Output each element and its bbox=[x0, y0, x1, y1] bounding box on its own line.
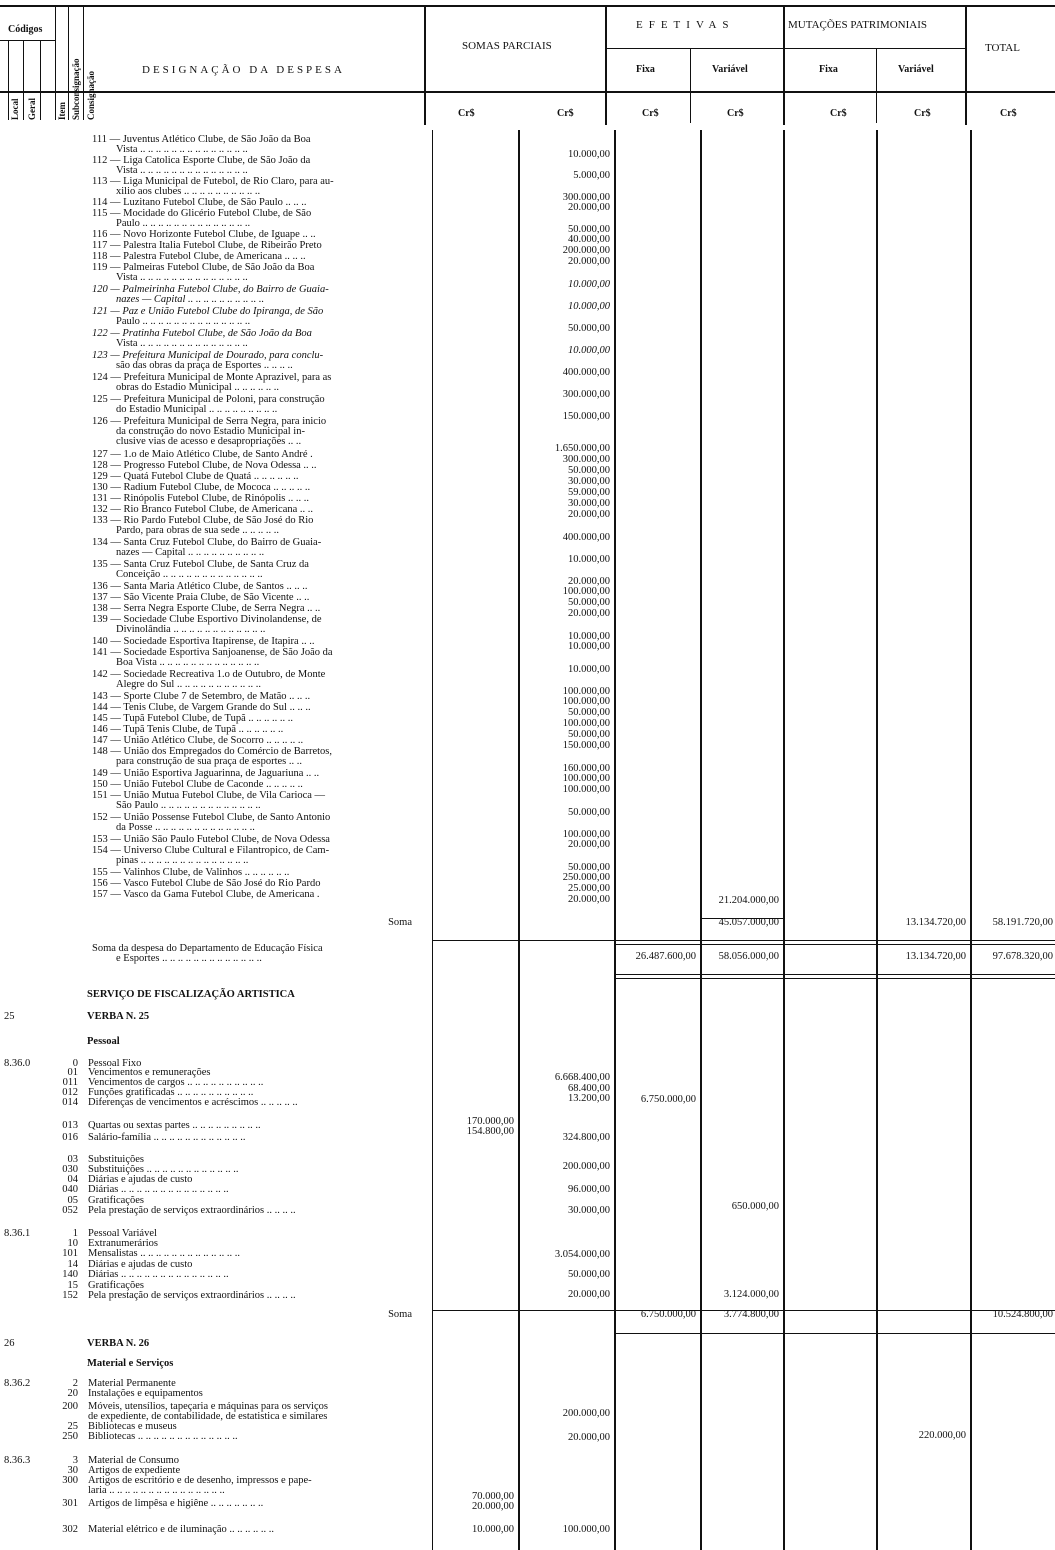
amount-c2: 10.000,00 bbox=[568, 301, 610, 312]
amount-c2: 68.400,00 bbox=[568, 1083, 610, 1094]
sum-rule bbox=[432, 940, 1055, 941]
amount-c2: 20.000,00 bbox=[568, 894, 610, 905]
line-description: 155 — Valinhos Clube, de Valinhos .. .. .. .. .. .. bbox=[92, 867, 290, 878]
amount-c2: 96.000,00 bbox=[568, 1184, 610, 1195]
account-code: 8.36.1 bbox=[4, 1228, 31, 1239]
section-heading: Pessoal bbox=[87, 1036, 120, 1047]
line-description: Soma da despesa do Departamento de Educação Física bbox=[92, 943, 323, 954]
line-description: Pessoal Fixo bbox=[88, 1058, 142, 1069]
amount-c2: 30.000,00 bbox=[568, 1205, 610, 1216]
consignacao-code: 040 bbox=[62, 1184, 78, 1195]
line-description: 118 — Palestra Futebol Clube, de Americana .. .. .. bbox=[92, 251, 306, 262]
line-description: Material de Consumo bbox=[88, 1455, 179, 1466]
line-description: 119 — Palmeiras Futebol Clube, de São João da Boa bbox=[92, 262, 315, 273]
column-rule bbox=[700, 130, 702, 1550]
consignacao-code: 052 bbox=[62, 1205, 78, 1216]
amount-c2: 10.000,00 bbox=[568, 664, 610, 675]
sum-rule bbox=[614, 944, 1055, 945]
header-designacao: DESIGNAÇÃO DA DESPESA bbox=[142, 64, 345, 76]
header-sep bbox=[783, 5, 785, 125]
line-description: Boa Vista .. .. .. .. .. .. .. .. .. .. .. .. .. bbox=[116, 657, 260, 668]
amount-c1: 10.000,00 bbox=[472, 1524, 514, 1535]
line-description: Material elétrico e de iluminação .. .. .. .. .. .. bbox=[88, 1524, 275, 1535]
line-description: Pela prestação de serviços extraordinários .. .. .. .. bbox=[88, 1290, 296, 1301]
amount-c2: 59.000,00 bbox=[568, 487, 610, 498]
line-description: 121 — Paz e União Futebol Clube do Ipiranga, de São bbox=[92, 306, 324, 317]
line-description: 153 — União São Paulo Futebol Clube, de Nova Odessa bbox=[92, 834, 330, 845]
amount-c2: 50.000,00 bbox=[568, 465, 610, 476]
header-item: Item bbox=[57, 102, 67, 120]
line-description: Material Permanente bbox=[88, 1378, 176, 1389]
line-description: Diárias e ajudas de custo bbox=[88, 1174, 193, 1185]
line-description: 111 — Juventus Atlético Clube, de São João da Boa bbox=[92, 134, 311, 145]
consignacao-code: 3 bbox=[72, 1455, 78, 1466]
column-rule bbox=[614, 130, 616, 1550]
amount-c2: 300.000,00 bbox=[562, 192, 610, 203]
amount-c2: 100.000,00 bbox=[562, 718, 610, 729]
amount-c1: 20.000,00 bbox=[472, 1501, 514, 1512]
line-description: Paulo .. .. .. .. .. .. .. .. .. .. .. .. .. .. bbox=[116, 316, 251, 327]
line-description: 125 — Prefeitura Municipal de Poloni, para construção bbox=[92, 394, 325, 405]
amount-c4: 45.057.000,00 bbox=[718, 917, 779, 928]
line-description: 150 — União Futebol Clube de Caconde .. .. .. .. .. bbox=[92, 779, 303, 790]
header-sep bbox=[23, 40, 24, 120]
amount-c4: 3.124.000,00 bbox=[723, 1289, 779, 1300]
line-description: 146 — Tupã Tenis Clube, de Tupã .. .. .. .. .. .. bbox=[92, 724, 284, 735]
line-description: 127 — 1.o de Maio Atlético Clube, de Santo André . bbox=[92, 449, 313, 460]
amount-c2: 150.000,00 bbox=[562, 740, 610, 751]
line-description: 129 — Quatá Futebol Clube de Quatá .. .. .. .. .. .. bbox=[92, 471, 299, 482]
line-description: 148 — União dos Empregados do Comércio de Barretos, bbox=[92, 746, 332, 757]
amount-c2: 400.000,00 bbox=[562, 367, 610, 378]
line-description: Artigos de escritório e de desenho, impressos e pape- bbox=[88, 1475, 312, 1486]
line-description: Artigos de expediente bbox=[88, 1465, 181, 1476]
amount-c2: 100.000,00 bbox=[562, 686, 610, 697]
currency-label: Cr$ bbox=[557, 108, 574, 119]
header-sep bbox=[690, 48, 691, 123]
section-heading: Material e Serviços bbox=[87, 1358, 174, 1369]
consignacao-code: 30 bbox=[67, 1465, 78, 1476]
consignacao-code: 200 bbox=[62, 1401, 78, 1412]
amount-c2: 50.000,00 bbox=[568, 729, 610, 740]
line-description: Diárias e ajudas de custo bbox=[88, 1259, 193, 1270]
amount-c2: 50.000,00 bbox=[568, 707, 610, 718]
amount-c4: 21.204.000,00 bbox=[718, 895, 779, 906]
consignacao-code: 0 bbox=[72, 1058, 78, 1069]
account-code: 8.36.2 bbox=[4, 1378, 31, 1389]
amount-c2: 20.000,00 bbox=[568, 576, 610, 587]
amount-c2: 100.000,00 bbox=[562, 829, 610, 840]
line-description: 145 — Tupã Futebol Clube, de Tupã .. .. .. .. .. .. bbox=[92, 713, 293, 724]
amount-c2: 100.000,00 bbox=[562, 586, 610, 597]
sum-rule bbox=[614, 974, 1055, 975]
amount-c2: 50.000,00 bbox=[568, 1269, 610, 1280]
column-rule bbox=[783, 130, 785, 1550]
consignacao-code: 25 bbox=[67, 1421, 78, 1432]
consignacao-code: 014 bbox=[62, 1097, 78, 1108]
line-description: Pardo, para obras de sua sede .. .. .. .. .. bbox=[116, 525, 279, 536]
amount-c2: 10.000,00 bbox=[568, 149, 610, 160]
amount-c2: 150.000,00 bbox=[562, 411, 610, 422]
line-description: 154 — Universo Clube Cultural e Filantropico, de Cam- bbox=[92, 845, 330, 856]
amount-c2: 25.000,00 bbox=[568, 883, 610, 894]
line-description: Instalações e equipamentos bbox=[88, 1388, 203, 1399]
line-description: Mensalistas .. .. .. .. .. .. .. .. .. .. .. .. .. bbox=[88, 1248, 240, 1259]
line-description: Funções gratificadas .. .. .. .. .. .. .. .. .. .. bbox=[88, 1087, 254, 1098]
consignacao-code: 1 bbox=[72, 1228, 78, 1239]
amount-c6: 220.000,00 bbox=[918, 1430, 966, 1441]
amount-c2: 30.000,00 bbox=[568, 476, 610, 487]
currency-label: Cr$ bbox=[642, 108, 659, 119]
header-sep bbox=[68, 5, 69, 120]
line-description: laria .. .. .. .. .. .. .. .. .. .. .. .. .. .. .. bbox=[88, 1485, 225, 1496]
line-description: e Esportes .. .. .. .. .. .. .. .. .. .. .. .. .. bbox=[116, 953, 262, 964]
line-description: 152 — União Possense Futebol Clube, de Santo Antonio bbox=[92, 812, 331, 823]
amount-c7: 97.678.320,00 bbox=[992, 951, 1053, 962]
header-variavel: Variável bbox=[898, 64, 934, 75]
line-description: 157 — Vasco da Gama Futebol Clube, de Americana . bbox=[92, 889, 320, 900]
header-total: TOTAL bbox=[985, 42, 1020, 54]
currency-label: Cr$ bbox=[727, 108, 744, 119]
consignacao-code: 011 bbox=[62, 1077, 78, 1088]
header-fixa: Fixa bbox=[636, 64, 655, 75]
line-description: Vista .. .. .. .. .. .. .. .. .. .. .. .. .. .. bbox=[116, 165, 248, 176]
line-description: Vista .. .. .. .. .. .. .. .. .. .. .. .. .. .. bbox=[116, 338, 248, 349]
header-sep bbox=[605, 5, 607, 125]
line-description: 123 — Prefeitura Municipal de Dourado, para conclu- bbox=[92, 350, 324, 361]
amount-c7: 10.524.800,00 bbox=[992, 1309, 1053, 1320]
line-description: Móveis, utensílios, tapeçaria e máquinas para os serviços bbox=[88, 1401, 328, 1412]
line-description: Substituições .. .. .. .. .. .. .. .. .. .. .. .. bbox=[88, 1164, 239, 1175]
amount-c2: 300.000,00 bbox=[562, 389, 610, 400]
amount-c2: 50.000,00 bbox=[568, 224, 610, 235]
account-code: 8.36.3 bbox=[4, 1455, 31, 1466]
line-description: Extranumerários bbox=[88, 1238, 158, 1249]
header-sep bbox=[424, 5, 426, 125]
line-description: Pessoal Variável bbox=[88, 1228, 157, 1239]
header-efetivas: EFETIVAS bbox=[636, 19, 735, 31]
header-sep bbox=[40, 40, 41, 120]
consignacao-code: 03 bbox=[67, 1154, 78, 1165]
consignacao-code: 01 bbox=[67, 1067, 78, 1078]
amount-c2: 400.000,00 bbox=[562, 532, 610, 543]
header-geral: Geral bbox=[27, 98, 37, 120]
header-somas-parciais: SOMAS PARCIAIS bbox=[462, 40, 552, 52]
line-description: de expediente, de contabilidade, de estatistica e similares bbox=[88, 1411, 328, 1422]
line-description: Alegre do Sul .. .. .. .. .. .. .. .. .. .. .. bbox=[116, 679, 261, 690]
line-description: xilio aos clubes .. .. .. .. .. .. .. .. .. .. bbox=[116, 186, 261, 197]
amount-c2: 100.000,00 bbox=[562, 773, 610, 784]
soma-label: Soma bbox=[388, 917, 412, 928]
section-heading: SERVIÇO DE FISCALIZAÇÃO ARTISTICA bbox=[87, 989, 295, 1000]
amount-c2: 20.000,00 bbox=[568, 608, 610, 619]
line-description: Pela prestação de serviços extraordinários .. .. .. .. bbox=[88, 1205, 296, 1216]
consignacao-code: 016 bbox=[62, 1132, 78, 1143]
consignacao-code: 04 bbox=[67, 1174, 78, 1185]
line-description: Conceição .. .. .. .. .. .. .. .. .. .. .. .. .. bbox=[116, 569, 263, 580]
amount-c2: 10.000,00 bbox=[568, 345, 610, 356]
amount-c2: 13.200,00 bbox=[568, 1093, 610, 1104]
section-heading: VERBA N. 26 bbox=[87, 1338, 150, 1349]
line-description: da construção do novo Estadio Municipal in- bbox=[116, 426, 305, 437]
line-description: 143 — Sporte Clube 7 de Setembro, de Matão .. .. .. bbox=[92, 691, 311, 702]
amount-c2: 6.668.400,00 bbox=[554, 1072, 610, 1083]
amount-c6: 13.134.720,00 bbox=[905, 917, 966, 928]
line-description: 124 — Prefeitura Municipal de Monte Aprazivel, para as bbox=[92, 372, 332, 383]
line-description: 126 — Prefeitura Municipal de Serra Negra, para inicio bbox=[92, 416, 327, 427]
line-description: 144 — Tenis Clube, de Vargem Grande do Sul .. .. .. bbox=[92, 702, 311, 713]
currency-label: Cr$ bbox=[914, 108, 931, 119]
line-description: Diferenças de vencimentos e acréscimos .. .. .. .. .. bbox=[88, 1097, 298, 1108]
amount-c2: 10.000,00 bbox=[568, 631, 610, 642]
account-code: 25 bbox=[4, 1011, 15, 1022]
line-description: nazes — Capital .. .. .. .. .. .. .. .. .. .. bbox=[116, 294, 265, 305]
amount-c2: 160.000,00 bbox=[562, 763, 610, 774]
amount-c3: 6.750.000,00 bbox=[640, 1309, 696, 1320]
header-codigos: Códigos bbox=[8, 24, 43, 35]
amount-c4: 58.056.000,00 bbox=[718, 951, 779, 962]
line-description: Vista .. .. .. .. .. .. .. .. .. .. .. .. .. .. bbox=[116, 272, 248, 283]
line-description: 135 — Santa Cruz Futebol Clube, de Santa Cruz da bbox=[92, 559, 309, 570]
line-description: 122 — Pratinha Futebol Clube, de São João da Boa bbox=[92, 328, 312, 339]
consignacao-code: 152 bbox=[62, 1290, 78, 1301]
account-code: 26 bbox=[4, 1338, 15, 1349]
account-code: 8.36.0 bbox=[4, 1058, 31, 1069]
consignacao-code: 012 bbox=[62, 1087, 78, 1098]
header-sep bbox=[8, 40, 9, 120]
amount-c4: 3.774.800,00 bbox=[723, 1309, 779, 1320]
currency-label: Cr$ bbox=[1000, 108, 1017, 119]
line-description: Quartas ou sextas partes .. .. .. .. .. .. .. .. .. bbox=[88, 1120, 261, 1131]
amount-c3: 26.487.600,00 bbox=[635, 951, 696, 962]
consignacao-code: 300 bbox=[62, 1475, 78, 1486]
header-sep bbox=[876, 48, 877, 123]
section-heading: VERBA N. 25 bbox=[87, 1011, 150, 1022]
amount-c2: 50.000,00 bbox=[568, 323, 610, 334]
currency-label: Cr$ bbox=[458, 108, 475, 119]
consignacao-code: 05 bbox=[67, 1195, 78, 1206]
line-description: Gratificações bbox=[88, 1195, 144, 1206]
line-description: 132 — Rio Branco Futebol Clube, de Americana .. .. bbox=[92, 504, 314, 515]
amount-c2: 100.000,00 bbox=[562, 784, 610, 795]
currency-label: Cr$ bbox=[830, 108, 847, 119]
amount-c2: 50.000,00 bbox=[568, 597, 610, 608]
header-consignacao: Consignação bbox=[86, 70, 96, 120]
amount-c2: 200.000,00 bbox=[562, 1161, 610, 1172]
consignacao-code: 2 bbox=[72, 1378, 78, 1389]
line-description: 141 — Sociedade Esportiva Sanjoanense, de São João da bbox=[92, 647, 333, 658]
line-description: 112 — Liga Catolica Esporte Clube, de São João da bbox=[92, 155, 311, 166]
amount-c2: 50.000,00 bbox=[568, 807, 610, 818]
line-description: nazes — Capital .. .. .. .. .. .. .. .. .. .. bbox=[116, 547, 265, 558]
amount-c4: 650.000,00 bbox=[731, 1201, 779, 1212]
line-description: Diárias .. .. .. .. .. .. .. .. .. .. .. .. .. .. bbox=[88, 1184, 229, 1195]
line-description: 120 — Palmeirinha Futebol Clube, do Bairro de Guaia- bbox=[92, 284, 329, 295]
line-description: 147 — União Atlético Clube, de Socorro .. .. .. .. .. bbox=[92, 735, 304, 746]
line-description: Gratificações bbox=[88, 1280, 144, 1291]
header-sep bbox=[83, 5, 84, 120]
line-description: Paulo .. .. .. .. .. .. .. .. .. .. .. .. .. .. bbox=[116, 218, 251, 229]
amount-c2: 300.000,00 bbox=[562, 454, 610, 465]
consignacao-code: 030 bbox=[62, 1164, 78, 1175]
header-fixa: Fixa bbox=[819, 64, 838, 75]
consignacao-code: 10 bbox=[67, 1238, 78, 1249]
amount-c2: 324.800,00 bbox=[562, 1132, 610, 1143]
amount-c2: 100.000,00 bbox=[562, 696, 610, 707]
soma-label: Soma bbox=[388, 1309, 412, 1320]
amount-c7: 58.191.720,00 bbox=[992, 917, 1053, 928]
header-sep bbox=[55, 5, 56, 120]
amount-c1: 70.000,00 bbox=[472, 1491, 514, 1502]
line-description: clusive vias de acesso e desapropriações .. .. bbox=[116, 436, 302, 447]
header-subconsignacao: Subconsignação bbox=[71, 58, 81, 120]
amount-c2: 5.000,00 bbox=[573, 170, 610, 181]
line-description: Bibliotecas .. .. .. .. .. .. .. .. .. .. .. .. .. bbox=[88, 1431, 238, 1442]
line-description: 136 — Santa Maria Atlético Clube, de Santos .. .. .. bbox=[92, 581, 308, 592]
header-top-rule bbox=[0, 5, 1055, 7]
line-description: 142 — Sociedade Recreativa 1.o de Outubro, de Monte bbox=[92, 669, 326, 680]
line-description: 113 — Liga Municipal de Futebol, de Rio Claro, para au- bbox=[92, 176, 334, 187]
line-description: 116 — Novo Horizonte Futebol Clube, de Iguape .. .. bbox=[92, 229, 316, 240]
line-description: pinas .. .. .. .. .. .. .. .. .. .. .. .. .. .. bbox=[116, 855, 249, 866]
column-rule bbox=[432, 130, 433, 1550]
amount-c2: 250.000,00 bbox=[562, 872, 610, 883]
consignacao-code: 250 bbox=[62, 1431, 78, 1442]
consignacao-code: 302 bbox=[62, 1524, 78, 1535]
sum-rule bbox=[614, 1333, 1055, 1334]
line-description: Vencimentos de cargos .. .. .. .. .. .. .. .. .. .. bbox=[88, 1077, 264, 1088]
line-description: obras do Estadio Municipal .. .. .. .. .. .. bbox=[116, 382, 280, 393]
line-description: Vista .. .. .. .. .. .. .. .. .. .. .. .. .. .. bbox=[116, 144, 248, 155]
amount-c1: 170.000,00 bbox=[466, 1116, 514, 1127]
line-description: 156 — Vasco Futebol Clube de São José do Rio Pardo bbox=[92, 878, 321, 889]
header-local: Local bbox=[10, 98, 20, 120]
line-description: Artigos de limpêsa e higiêne .. .. .. .. .. .. .. bbox=[88, 1498, 264, 1509]
consignacao-code: 013 bbox=[62, 1120, 78, 1131]
header-mutacoes: MUTAÇÕES PATRIMONIAIS bbox=[788, 19, 927, 31]
line-description: 117 — Palestra Italia Futebol Clube, de Ribeirão Preto bbox=[92, 240, 322, 251]
amount-c2: 20.000,00 bbox=[568, 839, 610, 850]
amount-c2: 3.054.000,00 bbox=[554, 1249, 610, 1260]
header-mid-rule-efetivas bbox=[605, 48, 965, 49]
column-rule bbox=[970, 130, 972, 1550]
line-description: 134 — Santa Cruz Futebol Clube, do Bairro de Guaia- bbox=[92, 537, 322, 548]
sum-rule bbox=[614, 978, 1055, 979]
consignacao-code: 140 bbox=[62, 1269, 78, 1280]
amount-c2: 20.000,00 bbox=[568, 1432, 610, 1443]
line-description: 149 — União Esportiva Jaguarinna, de Jaguariuna .. .. bbox=[92, 768, 320, 779]
amount-c2: 40.000,00 bbox=[568, 234, 610, 245]
amount-c6: 13.134.720,00 bbox=[905, 951, 966, 962]
amount-c2: 10.000,00 bbox=[568, 279, 610, 290]
amount-c2: 10.000,00 bbox=[568, 641, 610, 652]
amount-c2: 30.000,00 bbox=[568, 498, 610, 509]
amount-c2: 20.000,00 bbox=[568, 256, 610, 267]
line-description: 130 — Radium Futebol Clube, de Mococa .. .. .. .. .. bbox=[92, 482, 311, 493]
line-description: para construção de sua praça de esportes .. .. bbox=[116, 756, 303, 767]
line-description: 131 — Rinópolis Futebol Clube, de Rinópolis .. .. .. bbox=[92, 493, 310, 504]
amount-c3: 6.750.000,00 bbox=[640, 1094, 696, 1105]
line-description: Bibliotecas e museus bbox=[88, 1421, 177, 1432]
amount-c2: 20.000,00 bbox=[568, 509, 610, 520]
line-description: Diárias .. .. .. .. .. .. .. .. .. .. .. .. .. .. bbox=[88, 1269, 229, 1280]
amount-c2: 20.000,00 bbox=[568, 1289, 610, 1300]
consignacao-code: 15 bbox=[67, 1280, 78, 1291]
line-description: são das obras da praça de Esportes .. .. .. .. bbox=[116, 360, 293, 371]
line-description: Vencimentos e remunerações bbox=[88, 1067, 211, 1078]
amount-c2: 200.000,00 bbox=[562, 245, 610, 256]
line-description: 133 — Rio Pardo Futebol Clube, de São José do Rio bbox=[92, 515, 314, 526]
line-description: Substituições bbox=[88, 1154, 145, 1165]
consignacao-code: 14 bbox=[67, 1259, 78, 1270]
header-variavel: Variável bbox=[712, 64, 748, 75]
amount-c2: 20.000,00 bbox=[568, 202, 610, 213]
line-description: Salário-família .. .. .. .. .. .. .. .. .. .. .. .. bbox=[88, 1132, 246, 1143]
column-rule bbox=[876, 130, 878, 1550]
line-description: 138 — Serra Negra Esporte Clube, de Serra Negra .. .. bbox=[92, 603, 321, 614]
line-description: 137 — São Vicente Praia Clube, de São Vicente .. .. bbox=[92, 592, 310, 603]
amount-c2: 200.000,00 bbox=[562, 1408, 610, 1419]
amount-c2: 1.650.000,00 bbox=[554, 443, 610, 454]
line-description: 114 — Luzitano Futebol Clube, de São Paulo .. .. .. bbox=[92, 197, 307, 208]
line-description: 139 — Sociedade Clube Esportivo Divinolandense, de bbox=[92, 614, 322, 625]
line-description: Divinolândia .. .. .. .. .. .. .. .. .. .. .. .. bbox=[116, 624, 266, 635]
line-description: do Estadio Municipal .. .. .. .. .. .. .. .. .. bbox=[116, 404, 278, 415]
consignacao-code: 20 bbox=[67, 1388, 78, 1399]
line-description: 140 — Sociedade Esportiva Itapirense, de Itapira .. .. bbox=[92, 636, 315, 647]
header-sep bbox=[965, 5, 967, 125]
amount-c1: 154.800,00 bbox=[466, 1126, 514, 1137]
line-description: 151 — União Mutua Futebol Clube, de Vila Carioca — bbox=[92, 790, 326, 801]
amount-c2: 10.000,00 bbox=[568, 554, 610, 565]
consignacao-code: 101 bbox=[62, 1248, 78, 1259]
line-description: 115 — Mocidade do Glicério Futebol Clube, de São bbox=[92, 208, 312, 219]
line-description: São Paulo .. .. .. .. .. .. .. .. .. .. .. .. .. bbox=[116, 800, 261, 811]
amount-c2: 50.000,00 bbox=[568, 862, 610, 873]
line-description: 128 — Progresso Futebol Clube, de Nova Odessa .. .. bbox=[92, 460, 317, 471]
line-description: da Posse .. .. .. .. .. .. .. .. .. .. .. .. .. bbox=[116, 822, 255, 833]
consignacao-code: 301 bbox=[62, 1498, 78, 1509]
amount-c2: 100.000,00 bbox=[562, 1524, 610, 1535]
header-bottom-rule bbox=[0, 91, 1055, 93]
